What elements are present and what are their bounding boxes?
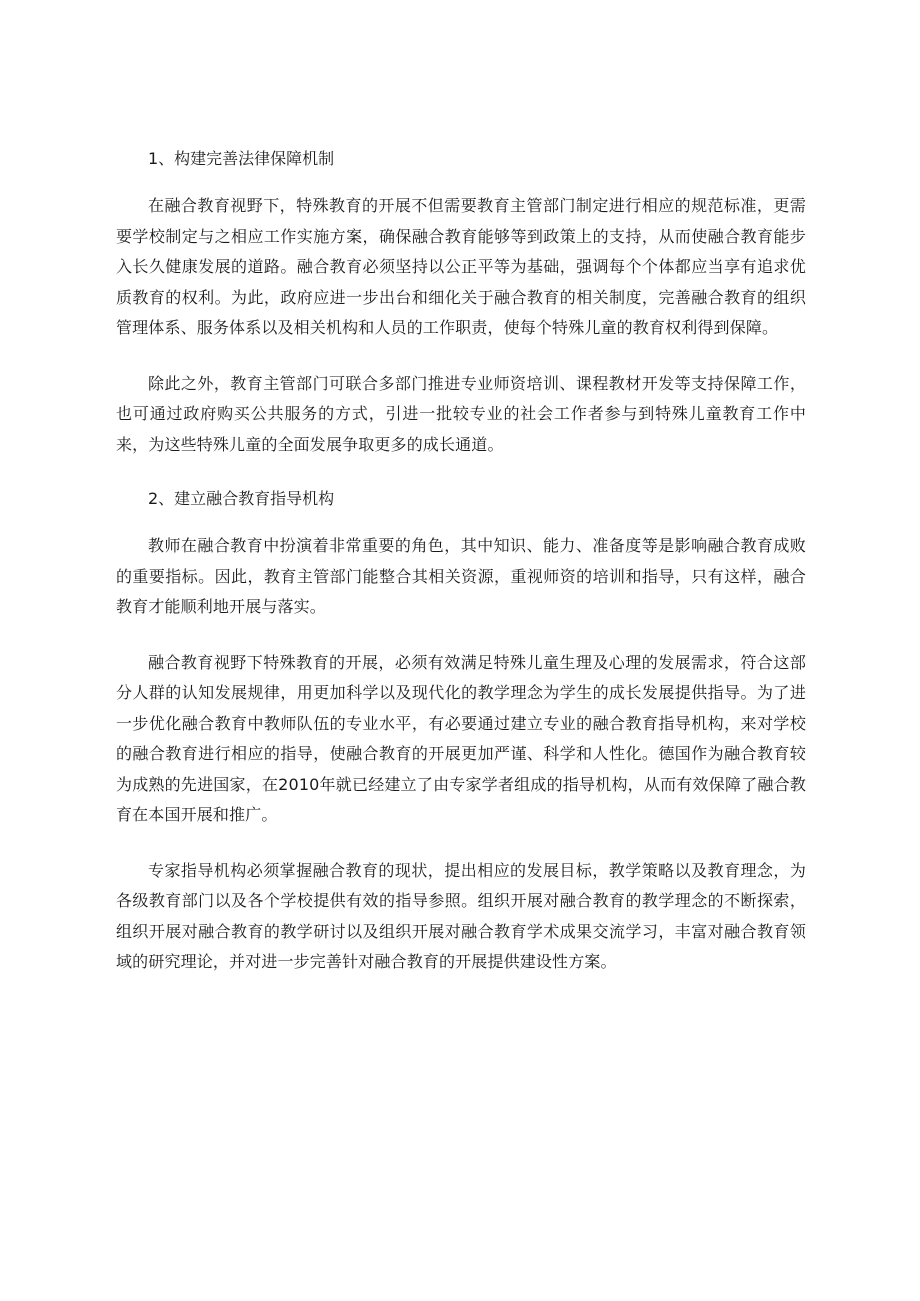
section-heading: 1、构建完善法律保障机制 [148,149,335,168]
paragraph: 教师在融合教育中扮演着非常重要的角色，其中知识、能力、准备度等是影响融合教育成败的重要指标。因此，教育主管部门能整合其相关资源，重视师资的培训和指导，只有这样，融合教育才能顺利地开展与落实。 [116,536,806,616]
document-page [116,145,806,1003]
section-heading: 2、建立融合教育指导机构 [148,489,335,508]
paragraph: 专家指导机构必须掌握融合教育的现状，提出相应的发展目标，教学策略以及教育理念，为各级教育部门以及各个学校提供有效的指导参照。组织开展对融合教育的教学理念的不断探索，组织开展对融合教育的教学研讨以及组织开展对融合教育学术成果交流学习，丰富对融合教育领域的研究理论，并对进一步完善针对融合教育的开展提供建设性方案。 [116,860,806,971]
paragraph: 融合教育视野下特殊教育的开展，必须有效满足特殊儿童生理及心理的发展需求，符合这部分人群的认知发展规律，用更加科学以及现代化的教学理念为学生的成长发展提供指导。为了进一步优化融合教育中教师队伍的专业水平，有必要通过建立专业的融合教育指导机构，来对学校的融合教育进行相应的指导，使融合教育的开展更加严谨、科学和人性化。德国作为融合教育较为成熟的先进国家，在2010年就已经建立了由专家学者组成的指导机构，从而有效保障了融合教育在本国开展和推广。 [116,652,806,824]
paragraph: 在融合教育视野下，特殊教育的开展不但需要教育主管部门制定进行相应的规范标准，更需要学校制定与之相应工作实施方案，确保融合教育能够等到政策上的支持，从而使融合教育能步入长久健康发展的道路。融合教育必须坚持以公正平等为基础，强调每个个体都应当享有追求优质教育的权利。为此，政府应进一步出台和细化关于融合教育的相关制度，完善融合教育的组织管理体系、服务体系以及相关机构和人员的工作职责，使每个特殊儿童的教育权利得到保障。 [116,196,806,337]
paragraph: 除此之外，教育主管部门可联合多部门推进专业师资培训、课程教材开发等支持保障工作，也可通过政府购买公共服务的方式，引进一批较专业的社会工作者参与到特殊儿童教育工作中来，为这些特殊儿童的全面发展争取更多的成长通道。 [116,373,806,454]
